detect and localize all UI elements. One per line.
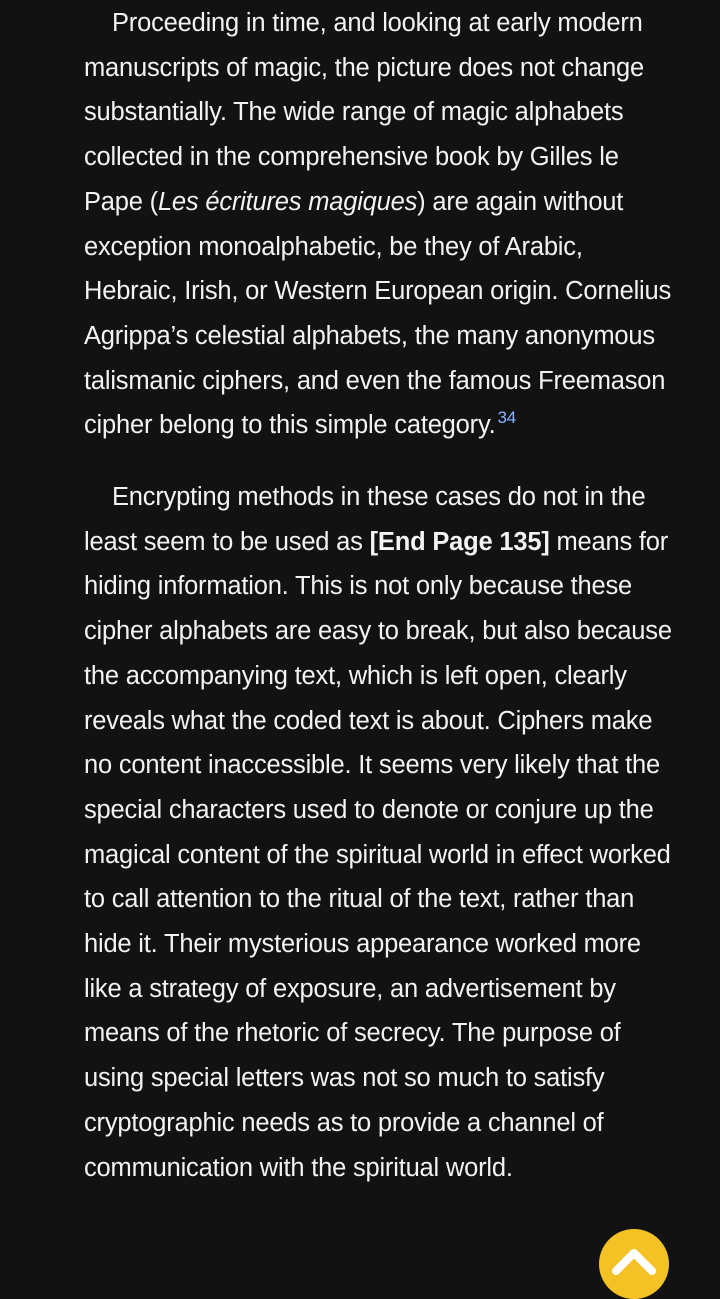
paragraph-text: ) are again without exception monoalphabetic, be they of Arabic, Hebraic, Irish, or Western European origin. Cornelius Agrippa’s celestial alphabets, the many anonymous talismanic ciphers, and even the famous Freemason cipher belong to this simple category. <box>84 187 672 440</box>
article-body <box>84 0 674 1190</box>
paragraph <box>84 475 674 1190</box>
paragraph-text: Proceeding in time, and looking at early modern manuscripts of magic, the picture does not change substantially. The wide range of magic alphabets collected in the comprehensive book by Gilles le Pape ( <box>84 9 645 216</box>
paragraph-text: means for hiding information. This is not only because these cipher alphabets are easy to break, but also because the accompanying text, which is left open, clearly reveals what the coded text is about. Ciphers make no content inaccessible. It seems very likely that the special characters used to denote or conjure up the magical content of the spiritual world in effect worked to call attention to the ritual of the text, rather than hide it. Their mysterious appearance worked more like a strategy of exposure, an advertisement by means of the rhetoric of secrecy. The purpose of using special letters was not so much to satisfy cryptographic needs as to provide a channel of communication with the spiritual world. <box>84 527 672 1182</box>
chevron-up-icon <box>612 1247 656 1275</box>
page-marker: [End Page 135] <box>369 527 550 556</box>
paragraph <box>84 1 674 448</box>
book-title: Les écritures magiques <box>157 187 418 216</box>
footnote-link[interactable]: 34 <box>497 408 516 428</box>
scroll-to-top-button[interactable] <box>599 1229 669 1299</box>
paragraph-text: Encrypting methods in these cases do not in the least seem to be used as <box>84 483 646 556</box>
